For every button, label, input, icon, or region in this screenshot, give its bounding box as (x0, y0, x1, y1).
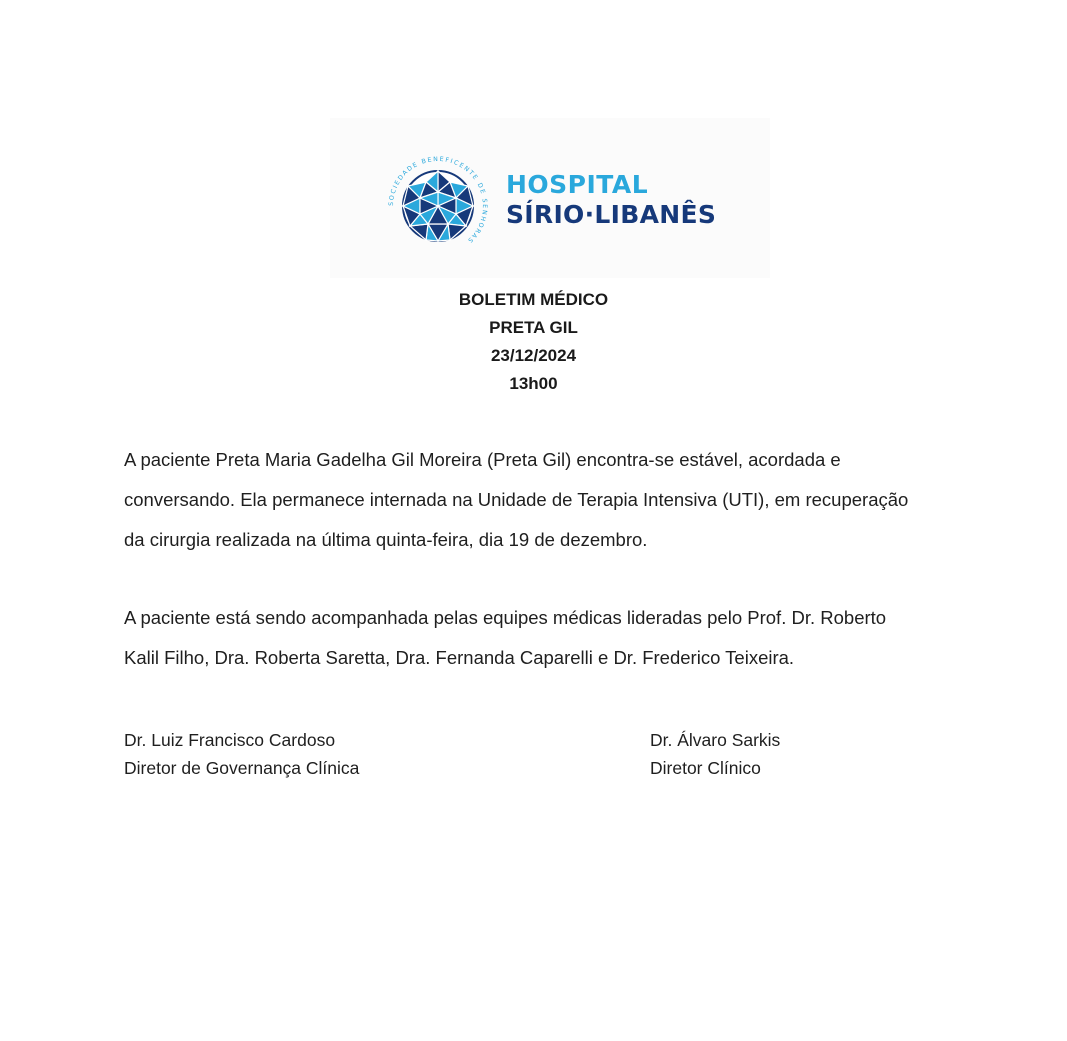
paragraph-medical-team (124, 598, 984, 678)
logo-line-hospital: HOSPITAL (506, 170, 649, 199)
paragraph-line: conversando. Ela permanece internada na Unidade de Terapia Intensiva (UTI), em recuperação (124, 489, 909, 510)
bulletin-heading (0, 286, 1067, 398)
paragraph-line: A paciente está sendo acompanhada pelas equipes médicas lideradas pelo Prof. Dr. Roberto (124, 607, 887, 628)
signatory-role: Diretor Clínico (650, 758, 761, 778)
paragraph-line: da cirurgia realizada na última quinta-feira, dia 19 de dezembro. (124, 529, 648, 550)
signature-right (650, 726, 780, 782)
signatory-name: Dr. Luiz Francisco Cardoso (124, 730, 336, 750)
signatory-name: Dr. Álvaro Sarkis (650, 730, 781, 750)
patient-name: PRETA GIL (489, 318, 578, 337)
logo-wordmark (506, 170, 716, 230)
bulletin-title: BOLETIM MÉDICO (458, 290, 609, 309)
paragraph-line: A paciente Preta Maria Gadelha Gil Moreira (Preta Gil) encontra-se estável, acordada e (124, 449, 841, 470)
hospital-logo (330, 118, 770, 278)
bulletin-time: 13h00 (509, 374, 558, 393)
paragraph-status (124, 440, 984, 560)
paragraph-line: Kalil Filho, Dra. Roberta Saretta, Dra. Fernanda Caparelli e Dr. Frederico Teixeira. (124, 647, 795, 668)
signature-left (124, 726, 359, 782)
logo-ring-text: SOCIEDADE BENEFICENTE DE SENHORAS (387, 155, 489, 245)
hospital-emblem-icon (386, 154, 490, 258)
signatory-role: Diretor de Governança Clínica (124, 758, 360, 778)
bulletin-date: 23/12/2024 (490, 346, 577, 365)
logo-line-sirio-libanes: SÍRIO·LIBANÊS (506, 200, 717, 229)
